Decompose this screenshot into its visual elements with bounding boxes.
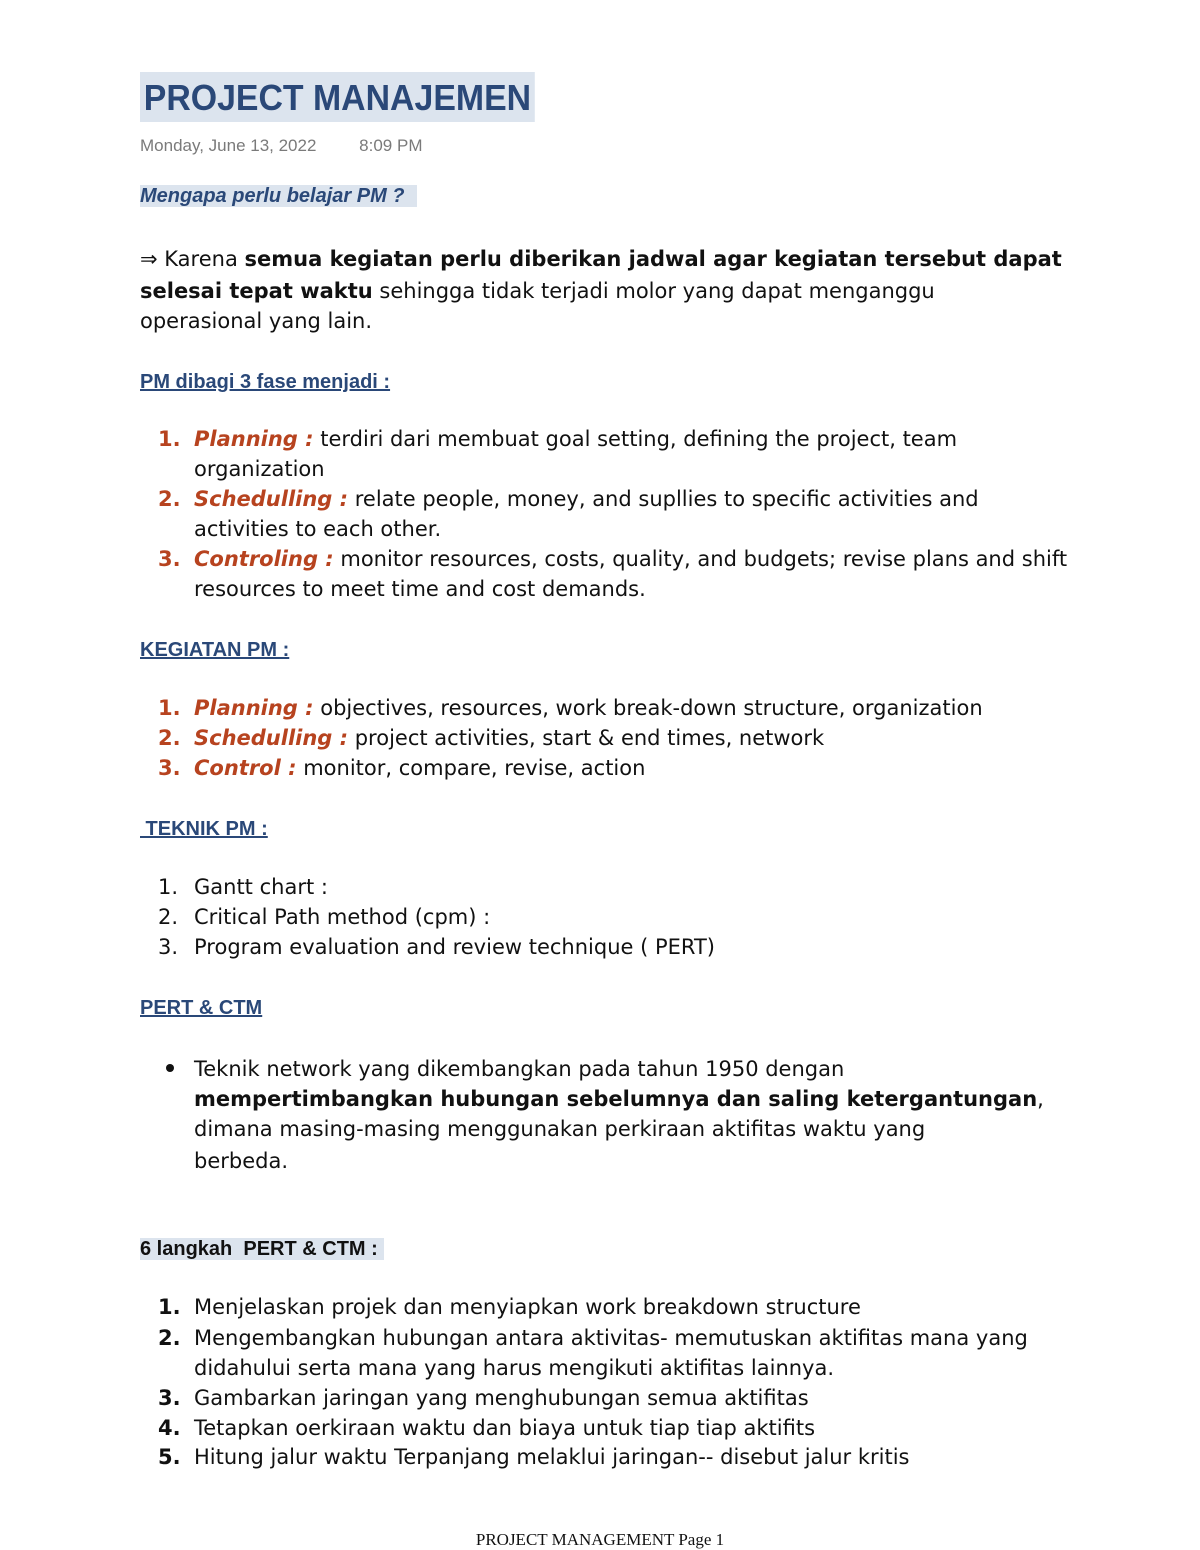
pert-line-3: dimana masing-masing menggunakan perkiraan aktifitas waktu yang	[194, 1117, 926, 1141]
techniques-heading-line	[140, 813, 268, 844]
activity-number: 3.	[158, 756, 181, 780]
pert-line-2	[194, 1084, 1044, 1114]
question-heading: Mengapa perlu belajar PM ?	[140, 185, 417, 207]
activity-item-planning	[194, 693, 983, 723]
pert-heading: PERT & CTM	[140, 997, 263, 1019]
phase-text: monitor resources, costs, quality, and budgets; revise plans and shift	[333, 547, 1068, 571]
step-item: Mengembangkan hubungan antara aktivitas- memutuskan aktifitas mana yang	[194, 1326, 1028, 1350]
page-footer: PROJECT MANAGEMENT Page 1	[475, 1530, 725, 1549]
activities-heading: KEGIATAN PM :	[140, 639, 290, 661]
intro-line-2	[140, 276, 935, 306]
phases-heading: PM dibagi 3 fase menjadi :	[140, 371, 391, 393]
activity-term: Schedulling :	[194, 726, 349, 750]
activity-text: project activities, start & end times, network	[348, 726, 825, 750]
technique-item: Critical Path method (cpm) :	[194, 905, 491, 929]
phase-number: 3.	[158, 547, 181, 571]
technique-number: 2.	[158, 905, 179, 929]
intro-rest-2: sehingga tidak terjadi molor yang dapat menganggu	[372, 279, 935, 303]
phase-term: Planning :	[194, 427, 314, 451]
activity-item-scheduling	[194, 723, 824, 753]
step-number: 3.	[158, 1386, 181, 1410]
technique-item: Program evaluation and review technique ( PERT)	[194, 935, 715, 959]
intro-line-3: operasional yang lain.	[140, 309, 373, 333]
phase-term: Schedulling :	[194, 487, 349, 511]
phase-text-continued: activities to each other.	[194, 517, 442, 541]
phase-item-scheduling	[194, 484, 979, 514]
intro-lead: Karena	[157, 247, 245, 271]
step-item: Gambarkan jaringan yang menghubungan semua aktifitas	[194, 1386, 809, 1410]
phase-text: relate people, money, and supllies to specific activities and	[348, 487, 979, 511]
date-time-line	[140, 136, 422, 156]
note-date: Monday, June 13, 2022	[140, 136, 317, 155]
bullet-icon	[166, 1064, 174, 1072]
step-number: 1.	[158, 1295, 181, 1319]
steps-heading-line	[140, 1233, 384, 1264]
phase-term: Controling :	[194, 547, 334, 571]
pert-line-1: Teknik network yang dikembangkan pada tahun 1950 dengan	[194, 1057, 845, 1081]
technique-item: Gantt chart :	[194, 875, 328, 899]
techniques-heading: TEKNIK PM :	[140, 818, 268, 840]
arrow-icon: ⇒	[140, 247, 158, 271]
intro-line-1	[140, 244, 1062, 274]
activity-text: monitor, compare, revise, action	[296, 756, 646, 780]
phase-text-continued: resources to meet time and cost demands.	[194, 577, 646, 601]
steps-heading: 6 langkah PERT & CTM :	[140, 1238, 384, 1260]
step-item: Menjelaskan projek dan menyiapkan work breakdown structure	[194, 1295, 861, 1319]
step-item: Tetapkan oerkiraan waktu dan biaya untuk tiap tiap aktifits	[194, 1416, 816, 1440]
phase-number: 2.	[158, 487, 181, 511]
technique-number: 1.	[158, 875, 179, 899]
pert-heading-line	[140, 992, 262, 1023]
activity-text: objectives, resources, work break-down structure, organization	[313, 696, 983, 720]
step-number: 4.	[158, 1416, 181, 1440]
pert-line-4: berbeda.	[194, 1149, 289, 1173]
phase-item-planning	[194, 424, 957, 454]
phase-item-controlling	[194, 544, 1067, 574]
technique-number: 3.	[158, 935, 179, 959]
step-number: 2.	[158, 1326, 181, 1350]
phase-text: terdiri dari membuat goal setting, defining the project, team	[313, 427, 958, 451]
activity-item-control	[194, 753, 645, 783]
page-title: PROJECT MANAJEMEN	[140, 72, 535, 122]
activity-number: 2.	[158, 726, 181, 750]
intro-bold-1: semua kegiatan perlu diberikan jadwal agar kegiatan tersebut dapat	[244, 247, 1062, 271]
step-item: Hitung jalur waktu Terpanjang melaklui jaringan-- disebut jalur kritis	[194, 1445, 910, 1469]
phases-heading-line	[140, 366, 390, 397]
phase-number: 1.	[158, 427, 181, 451]
activity-number: 1.	[158, 696, 181, 720]
activities-heading-line	[140, 634, 289, 665]
question-heading-line	[140, 180, 417, 211]
note-time: 8:09 PM	[359, 136, 423, 155]
step-item-continued: didahului serta mana yang harus mengikuti aktifitas lainnya.	[194, 1356, 835, 1380]
pert-comma: ,	[1037, 1087, 1044, 1111]
activity-term: Control :	[194, 756, 297, 780]
activity-term: Planning :	[194, 696, 314, 720]
step-number: 5.	[158, 1445, 181, 1469]
pert-bold-phrase: mempertimbangkan hubungan sebelumnya dan saling ketergantungan	[194, 1087, 1038, 1111]
phase-text-continued: organization	[194, 457, 325, 481]
intro-bold-2: selesai tepat waktu	[140, 279, 373, 303]
